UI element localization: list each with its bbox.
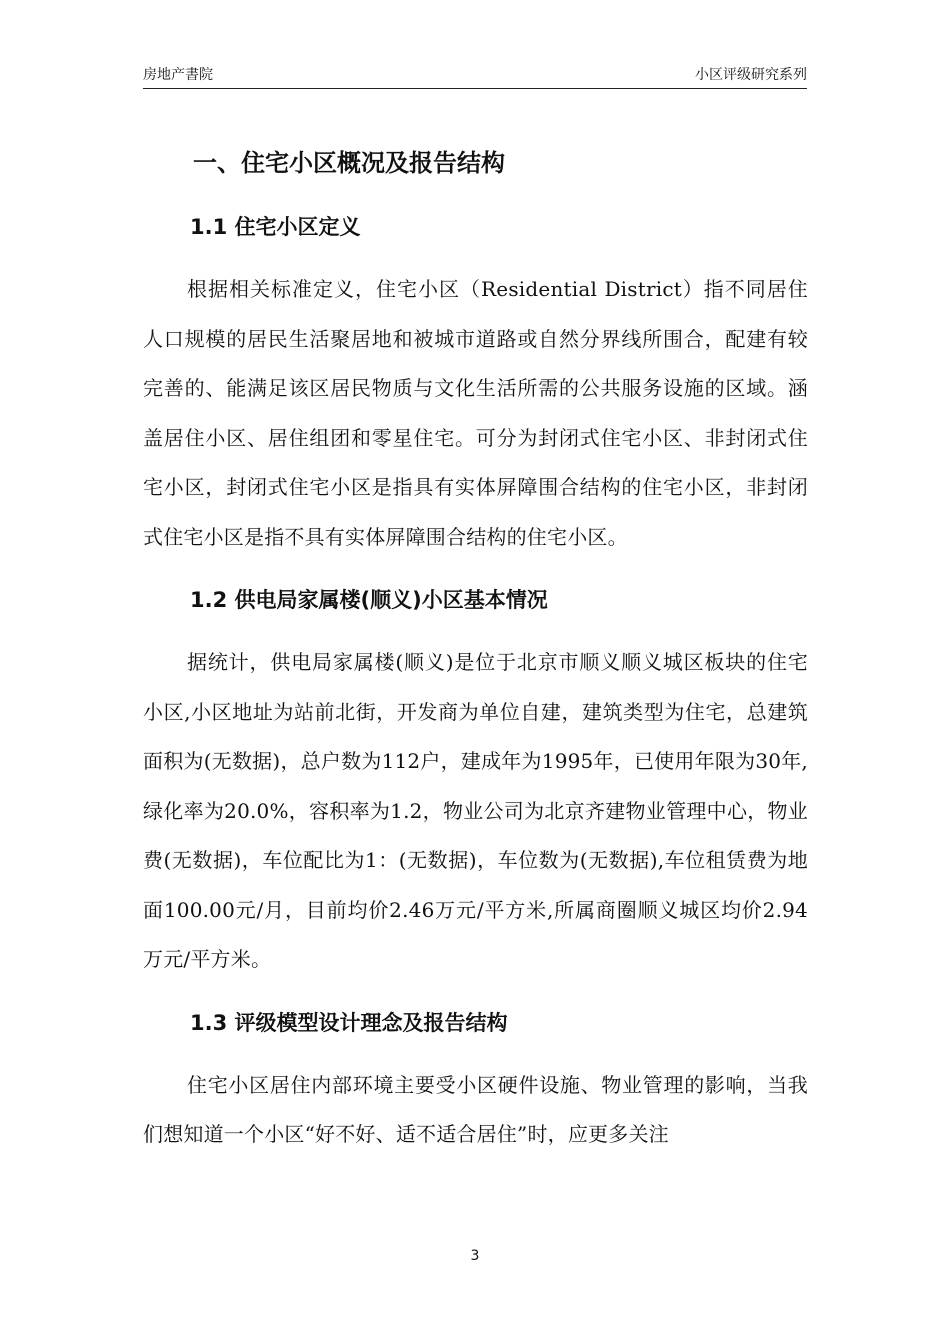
subsection-heading-1-1: 1.1 住宅小区定义 [190,215,361,239]
header-series-title: 小区评级研究系列 [695,67,807,83]
paragraph-definition: 根据相关标准定义，住宅小区（Residential District）指不同居住人口规模的居民生活聚居地和被城市道路或自然分界线所围合，配建有较完善的、能满足该区居民物质与文化生活所需的公共服务设施的区域。涵盖居住小区、居住组团和零星住宅。可分为封闭式住宅小区、非封闭式住宅小区，封闭式住宅小区是指具有实体屏障围合结构的住宅小区，非封闭式住宅小区是指不具有实体屏障围合结构的住宅小区。 [143,277,808,549]
subsection-heading-1-2: 1.2 供电局家属楼(顺义)小区基本情况 [190,588,548,612]
header-publisher: 房地产書院 [143,67,213,83]
page-number: 3 [470,1248,480,1264]
section-title: 一、住宅小区概况及报告结构 [193,149,505,177]
document-body [143,138,808,1160]
paragraph-basic-info: 据统计，供电局家属楼(顺义)是位于北京市顺义顺义城区板块的住宅小区,小区地址为站前北街，开发商为单位自建，建筑类型为住宅，总建筑面积为(无数据)，总户数为112户，建成年为1995年，已使用年限为30年,绿化率为20.0%，容积率为1.2，物业公司为北京齐建物业管理中心，物业费(无数据)，车位配比为1：(无数据)，车位数为(无数据),车位租赁费为地面100.00元/月，目前均价2.46万元/平方米,所属商圈顺义城区均价2.94万元/平方米。 [143,650,808,971]
paragraph-model-design: 住宅小区居住内部环境主要受小区硬件设施、物业管理的影响，当我们想知道一个小区“好不好、适不适合居住”时，应更多关注 [143,1072,808,1146]
subsection-heading-1-3: 1.3 评级模型设计理念及报告结构 [190,1010,508,1035]
page-header [143,64,807,89]
